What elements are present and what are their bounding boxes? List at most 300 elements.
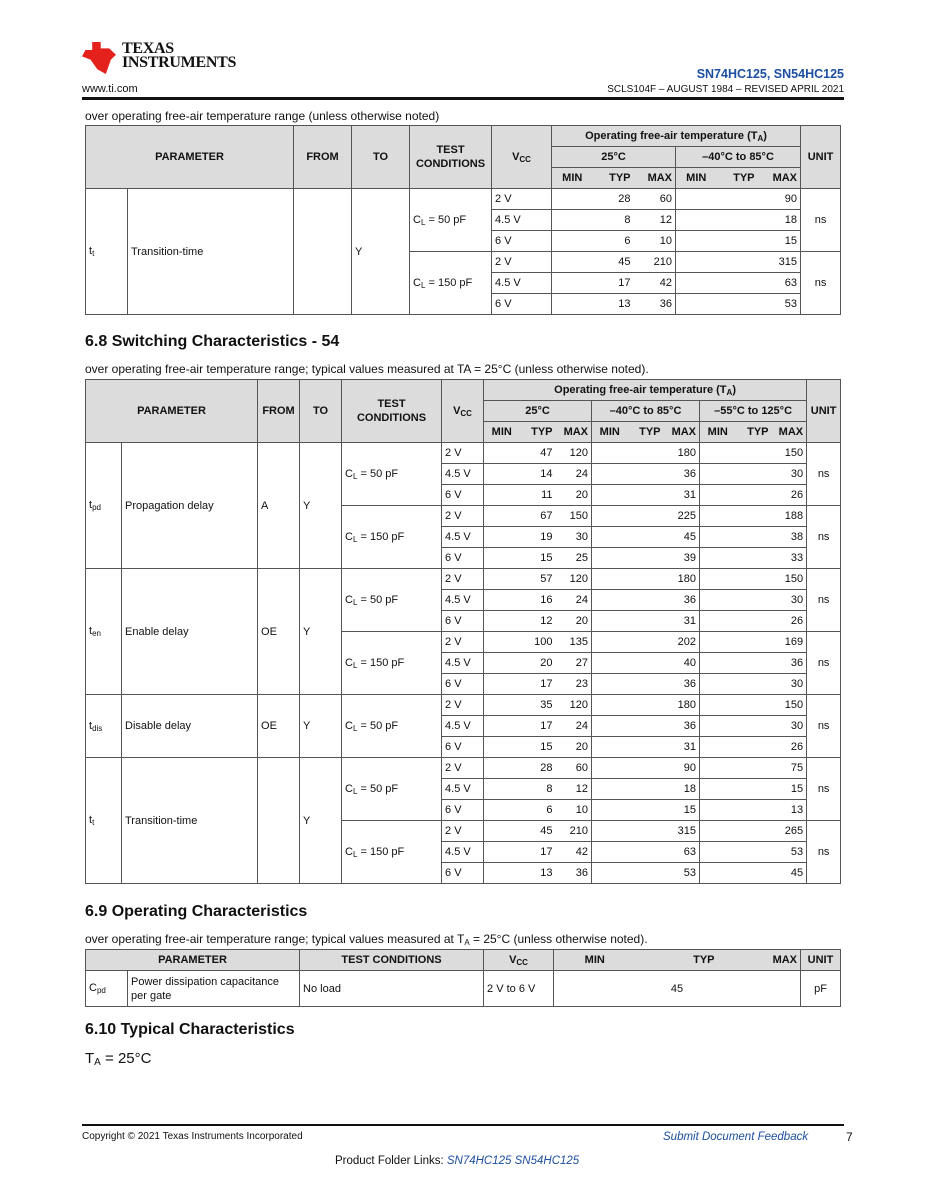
value [717,210,758,231]
value: 53 [758,294,801,315]
links-label: Product Folder Links: [335,1155,447,1167]
vcc-label: V [509,953,517,966]
value: 53 [772,842,807,863]
value: 10 [556,800,592,821]
value: 12 [520,611,556,632]
vcc: 6 V [442,737,484,758]
value [484,842,520,863]
value [717,294,758,315]
value [700,653,736,674]
col-temperature [484,380,807,401]
website-link[interactable]: www.ti.com [82,83,138,95]
col-typ: TYP [717,168,758,189]
value: 31 [664,737,700,758]
test-condition [342,821,442,884]
value: 57 [520,569,556,590]
value: 17 [593,273,634,294]
cl-rest: = 50 pF [425,213,467,226]
value [736,485,772,506]
value [628,695,664,716]
value [628,758,664,779]
symbol-sub: en [92,629,101,638]
col-vcc [484,950,554,971]
vcc: 6 V [442,548,484,569]
temp-sub: A [726,387,733,397]
vcc: 2 V [442,632,484,653]
value [628,443,664,464]
vcc: 2 V [442,695,484,716]
value [736,548,772,569]
cl-text: C [345,593,353,606]
vcc: 4.5 V [492,210,552,231]
symbol [86,189,128,315]
value: 19 [520,527,556,548]
value [628,821,664,842]
test-condition [342,443,442,506]
value [736,779,772,800]
link-sn74hc125[interactable]: SN74HC125 [446,1155,512,1167]
vcc: 2 V [442,821,484,842]
logo-line1: TEXAS [122,40,174,57]
value [628,653,664,674]
cl-sub: L [420,280,426,290]
value: 30 [772,464,807,485]
value [736,611,772,632]
col-parameter: PARAMETER [86,950,300,971]
value [592,632,628,653]
value: 14 [520,464,556,485]
value [628,548,664,569]
value [592,443,628,464]
col-typ: TYP [736,422,772,443]
value [592,842,628,863]
col-max: MAX [664,422,700,443]
value: 40 [664,653,700,674]
vcc: 6 V [492,294,552,315]
cl-rest: = 50 pF [357,782,399,795]
value [484,863,520,884]
value [552,252,593,273]
cl-text: C [345,530,353,543]
cl-rest: = 150 pF [425,276,473,289]
unit: ns [807,569,841,632]
value: 20 [520,653,556,674]
col-to: TO [352,126,410,189]
vcc: 4.5 V [442,527,484,548]
vcc: 4.5 V [492,273,552,294]
vcc: 2 V [442,758,484,779]
value [700,800,736,821]
value [592,800,628,821]
value [676,189,717,210]
value: 225 [664,506,700,527]
value [676,210,717,231]
value: 13 [520,863,556,884]
logo-line2: INSTRUMENTS [122,54,237,71]
cl-text: C [345,719,353,732]
value [592,779,628,800]
switching-table-continued [85,125,841,315]
table-row [86,971,841,1007]
cl-rest: = 150 pF [357,530,405,543]
value [628,779,664,800]
value [700,842,736,863]
value [484,821,520,842]
symbol-text: t [89,625,93,637]
value [484,611,520,632]
parameter: Enable delay [122,569,258,695]
value: 12 [556,779,592,800]
value [736,863,772,884]
symbol-sub: pd [92,503,101,512]
value: 12 [634,210,676,231]
value [628,569,664,590]
test-condition [342,758,442,821]
value [736,443,772,464]
from: OE [258,569,300,695]
value [676,252,717,273]
value [592,821,628,842]
col-vcc [492,126,552,189]
value [700,611,736,632]
value: 315 [758,252,801,273]
value [552,210,593,231]
value: 8 [593,210,634,231]
unit: ns [807,443,841,506]
value: 210 [634,252,676,273]
value: 20 [556,611,592,632]
value [736,464,772,485]
value [628,737,664,758]
value: 36 [664,674,700,695]
value [628,716,664,737]
value [628,632,664,653]
value [484,485,520,506]
value [736,716,772,737]
vcc: 4.5 V [442,779,484,800]
value: 180 [664,443,700,464]
value: 265 [772,821,807,842]
value [736,506,772,527]
value [736,590,772,611]
test-conditions: No load [300,971,484,1007]
cl-text: C [345,467,353,480]
value [736,821,772,842]
vcc: 6 V [492,231,552,252]
value: 30 [772,590,807,611]
parameter: Disable delay [122,695,258,758]
unit: ns [807,632,841,695]
cl-sub: L [352,597,358,607]
cl-rest: = 150 pF [357,845,405,858]
value [700,737,736,758]
value: 42 [556,842,592,863]
value [552,189,593,210]
symbol [86,971,128,1007]
cl-sub: L [352,471,358,481]
value: 150 [556,506,592,527]
value [736,800,772,821]
value: 36 [664,590,700,611]
ta-text: T [85,1050,95,1067]
value: 45 [593,252,634,273]
table-row [86,758,841,779]
value [717,273,758,294]
parameter: Transition-time [128,189,294,315]
value: 53 [664,863,700,884]
operating-characteristics-table [85,949,841,1007]
value: 6 [593,231,634,252]
value [736,842,772,863]
value: 13 [772,800,807,821]
value [700,548,736,569]
test-condition [342,695,442,758]
value: 18 [664,779,700,800]
temp-range: –55°C to 125°C [700,401,807,422]
value: 202 [664,632,700,653]
value [700,758,736,779]
col-max: MAX [772,422,807,443]
value: 26 [772,737,807,758]
value [700,674,736,695]
vcc: 6 V [442,485,484,506]
test-condition [342,506,442,569]
value [700,485,736,506]
value [676,231,717,252]
value [700,779,736,800]
value: 63 [758,273,801,294]
value: 13 [593,294,634,315]
col-unit: UNIT [801,126,841,189]
link-sn54hc125[interactable]: SN54HC125 [514,1155,580,1167]
value [628,611,664,632]
value [592,485,628,506]
value: 45 [520,821,556,842]
typ-value: 45 [554,971,801,1007]
value: 150 [772,443,807,464]
col-typ: TYP [628,422,664,443]
vcc: 2 V [442,443,484,464]
to: Y [300,569,342,695]
value [717,189,758,210]
vcc: 4.5 V [442,590,484,611]
value [700,569,736,590]
col-max: MAX [718,950,801,971]
page-number: 7 [846,1130,853,1144]
value [484,674,520,695]
value: 45 [772,863,807,884]
vcc: 6 V [442,611,484,632]
value: 8 [520,779,556,800]
temp-end: ) [732,383,736,396]
table-header-row [86,950,841,971]
value [700,821,736,842]
submit-feedback-link[interactable]: Submit Document Feedback [663,1131,809,1143]
value: 63 [664,842,700,863]
parameter: Transition-time [122,758,258,884]
value [736,758,772,779]
vcc: 2 V to 6 V [484,971,554,1007]
cl-text: C [345,782,353,795]
value [700,527,736,548]
vcc-sub: CC [519,154,531,164]
value [592,737,628,758]
symbol-sub: t [92,249,95,258]
value [484,632,520,653]
cl-text: C [345,845,353,858]
vcc: 2 V [442,506,484,527]
value [592,611,628,632]
value: 17 [520,842,556,863]
value [700,590,736,611]
col-vcc [442,380,484,443]
value: 150 [772,695,807,716]
temp-end: ) [763,129,767,142]
value: 169 [772,632,807,653]
value: 39 [664,548,700,569]
value [552,231,593,252]
value: 30 [556,527,592,548]
value [700,716,736,737]
symbol-text: t [89,499,93,511]
value: 45 [664,527,700,548]
cl-sub: L [352,849,358,859]
unit: ns [807,758,841,821]
value: 25 [556,548,592,569]
value: 6 [520,800,556,821]
value: 36 [664,716,700,737]
col-min: MIN [592,422,628,443]
value: 60 [556,758,592,779]
col-parameter: PARAMETER [86,126,294,189]
temp-range: 25°C [552,147,676,168]
to: Y [352,189,410,315]
header-divider [82,97,844,100]
value: 33 [772,548,807,569]
note-text: over operating free-air temperature range; typical values measured at T [85,932,465,946]
value [628,590,664,611]
vcc-sub: CC [460,408,472,418]
ta-rest: = 25°C [100,1050,152,1067]
col-max: MAX [758,168,801,189]
vcc: 4.5 V [442,464,484,485]
value: 10 [634,231,676,252]
value [484,464,520,485]
to: Y [300,443,342,569]
value [736,527,772,548]
from: OE [258,695,300,758]
value [628,842,664,863]
value [592,506,628,527]
value [736,674,772,695]
ti-logo[interactable] [82,42,236,74]
unit: ns [807,821,841,884]
value [484,443,520,464]
note-text-end: = 25°C (unless otherwise noted). [469,932,648,946]
copyright: Copyright © 2021 Texas Instruments Incorporated [82,1131,303,1142]
value [700,443,736,464]
value: 16 [520,590,556,611]
ti-logo-icon [82,42,116,74]
unit: pF [801,971,841,1007]
vcc: 6 V [442,674,484,695]
value: 60 [634,189,676,210]
temp-text: Operating free-air temperature (T [585,129,758,142]
test-condition [342,632,442,695]
col-typ: TYP [636,950,718,971]
col-max: MAX [556,422,592,443]
value [592,548,628,569]
value [736,695,772,716]
value: 15 [664,800,700,821]
vcc: 2 V [492,252,552,273]
value [700,464,736,485]
cl-sub: L [352,660,358,670]
symbol-sub: pd [96,986,106,995]
col-min: MIN [554,950,636,971]
table-header-row [86,126,841,147]
part-numbers[interactable]: SN74HC125, SN54HC125 [696,67,844,81]
symbol [86,443,122,569]
symbol-text: t [89,719,93,732]
value [736,632,772,653]
col-test-conditions: TEST CONDITIONS [410,126,492,189]
parameter: Power dissipation capacitance per gate [128,971,300,1007]
footer-divider [82,1124,844,1126]
value [628,863,664,884]
value: 47 [520,443,556,464]
value [484,758,520,779]
vcc: 4.5 V [442,842,484,863]
temp-sub: A [757,133,764,143]
value: 15 [772,779,807,800]
col-parameter: PARAMETER [86,380,258,443]
value [552,294,593,315]
value [484,548,520,569]
value [628,506,664,527]
value [592,590,628,611]
value: 18 [758,210,801,231]
value: 24 [556,590,592,611]
cl-rest: = 50 pF [357,593,399,606]
value: 20 [556,737,592,758]
value [592,527,628,548]
value [484,506,520,527]
value [592,695,628,716]
value [736,737,772,758]
value: 36 [772,653,807,674]
table-row [86,189,841,210]
value [700,632,736,653]
vcc: 4.5 V [442,716,484,737]
value [628,674,664,695]
symbol-sub: dis [92,723,103,733]
value: 17 [520,716,556,737]
value: 15 [520,548,556,569]
col-unit: UNIT [807,380,841,443]
value [628,464,664,485]
vcc-text: V [512,150,520,163]
value [484,716,520,737]
col-max: MAX [634,168,676,189]
value [676,273,717,294]
test-condition [410,189,492,252]
temp-range: –40°C to 85°C [676,147,801,168]
value: 42 [634,273,676,294]
value [484,527,520,548]
vcc: 6 V [442,863,484,884]
value [700,506,736,527]
